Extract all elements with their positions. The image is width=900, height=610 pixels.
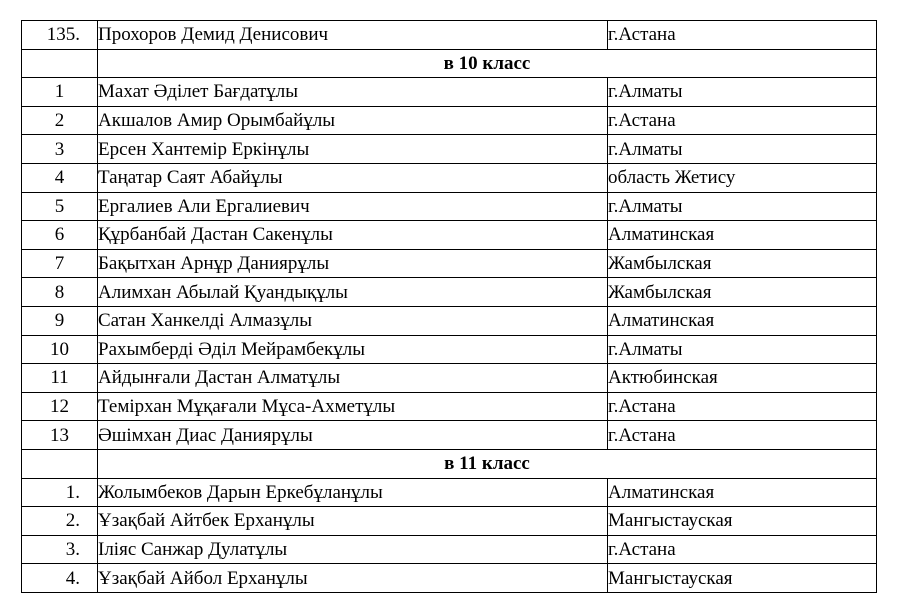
row-number: 10 [22,335,98,364]
table-row [22,421,877,450]
table-row [22,364,877,393]
participant-region: г.Астана [608,421,877,450]
table-row [22,163,877,192]
table-row [22,78,877,107]
section-header-blank [22,449,98,478]
participant-name: Ұзақбай Айбол Ерханұлы [98,564,608,593]
participant-name: Ергалиев Али Ергалиевич [98,192,608,221]
participant-name: Рахымберді Әділ Мейрамбекұлы [98,335,608,364]
participant-region: область Жетису [608,163,877,192]
table-row [22,21,877,50]
table-row [22,478,877,507]
table-row [22,335,877,364]
participant-region: Мангыстауская [608,564,877,593]
participant-region: г.Алматы [608,78,877,107]
row-number: 4. [22,564,98,593]
table-row [22,192,877,221]
section-title: в 10 класс [98,49,877,78]
row-number: 3. [22,535,98,564]
participant-name: Таңатар Саят Абайұлы [98,163,608,192]
participant-region: г.Алматы [608,135,877,164]
participant-name: Акшалов Амир Орымбайұлы [98,106,608,135]
table-row [22,392,877,421]
table-row [22,135,877,164]
participant-name: Іліяс Санжар Дулатұлы [98,535,608,564]
participant-name: Алимхан Абылай Қуандықұлы [98,278,608,307]
table-row [22,507,877,536]
row-number: 12 [22,392,98,421]
participants-table [21,20,877,593]
table-row [22,106,877,135]
section-title: в 11 класс [98,449,877,478]
table-row [22,564,877,593]
participant-region: г.Алматы [608,192,877,221]
table-row [22,306,877,335]
participant-name: Ерсен Хантемір Еркінұлы [98,135,608,164]
row-number: 1 [22,78,98,107]
row-number: 13 [22,421,98,450]
row-number: 8 [22,278,98,307]
participant-region: Алматинская [608,478,877,507]
participant-region: г.Астана [608,535,877,564]
row-number: 9 [22,306,98,335]
participant-name: Бақытхан Арнұр Даниярұлы [98,249,608,278]
participant-region: Алматинская [608,306,877,335]
table-row [22,221,877,250]
participant-region: г.Астана [608,21,877,50]
participant-name: Сатан Ханкелді Алмазұлы [98,306,608,335]
participant-region: Мангыстауская [608,507,877,536]
row-number: 5 [22,192,98,221]
participant-region: Алматинская [608,221,877,250]
row-number: 2 [22,106,98,135]
participant-region: Жамбылская [608,278,877,307]
section-header-row [22,449,877,478]
participant-name: Ұзақбай Айтбек Ерханұлы [98,507,608,536]
row-number: 4 [22,163,98,192]
participant-name: Жолымбеков Дарын Еркебұланұлы [98,478,608,507]
participant-region: г.Астана [608,106,877,135]
section-header-blank [22,49,98,78]
row-number: 2. [22,507,98,536]
participant-name: Әшімхан Диас Даниярұлы [98,421,608,450]
participant-name: Құрбанбай Дастан Сакенұлы [98,221,608,250]
row-number: 135. [22,21,98,50]
table-row [22,249,877,278]
participant-name: Темірхан Мұқағали Мұса-Ахметұлы [98,392,608,421]
participant-name: Махат Әділет Бағдатұлы [98,78,608,107]
participant-name: Айдынғали Дастан Алматұлы [98,364,608,393]
table-row [22,278,877,307]
table-row [22,535,877,564]
row-number: 1. [22,478,98,507]
participant-region: г.Алматы [608,335,877,364]
row-number: 3 [22,135,98,164]
row-number: 6 [22,221,98,250]
participant-name: Прохоров Демид Денисович [98,21,608,50]
participant-region: Жамбылская [608,249,877,278]
section-header-row [22,49,877,78]
row-number: 11 [22,364,98,393]
participant-region: Актюбинская [608,364,877,393]
participant-region: г.Астана [608,392,877,421]
row-number: 7 [22,249,98,278]
